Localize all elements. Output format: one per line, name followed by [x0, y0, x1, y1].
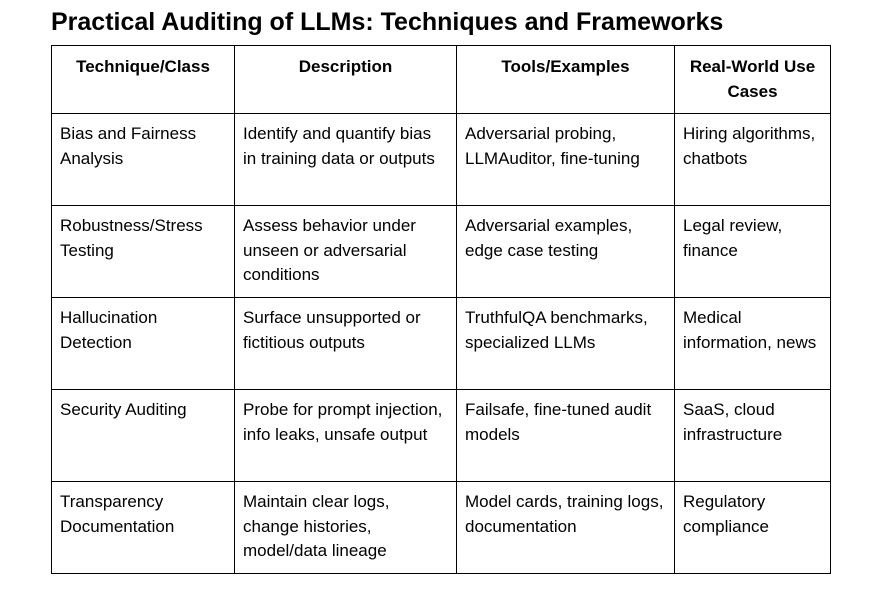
table-header-row — [52, 46, 831, 114]
description-cell: Identify and quantify bias in training data or outputs — [235, 114, 457, 206]
tools-cell: Adversarial probing, LLMAuditor, fine-tuning — [457, 114, 675, 206]
table-row — [52, 482, 831, 574]
technique-cell: Robustness/Stress Testing — [52, 206, 235, 298]
description-cell: Maintain clear logs, change histories, model/data lineage — [235, 482, 457, 574]
description-cell: Probe for prompt injection, info leaks, unsafe output — [235, 390, 457, 482]
audit-techniques-table — [51, 45, 831, 574]
use-cases-cell: Regulatory compliance — [675, 482, 831, 574]
table-row — [52, 114, 831, 206]
column-header-technique: Technique/Class — [52, 46, 235, 114]
technique-cell: Transparency Documentation — [52, 482, 235, 574]
technique-cell: Hallucination Detection — [52, 298, 235, 390]
tools-cell: Adversarial examples, edge case testing — [457, 206, 675, 298]
column-header-tools: Tools/Examples — [457, 46, 675, 114]
use-cases-cell: SaaS, cloud infrastructure — [675, 390, 831, 482]
tools-cell: Model cards, training logs, documentation — [457, 482, 675, 574]
table-row — [52, 298, 831, 390]
use-cases-cell: Hiring algorithms, chatbots — [675, 114, 831, 206]
technique-cell: Security Auditing — [52, 390, 235, 482]
description-cell: Assess behavior under unseen or adversarial conditions — [235, 206, 457, 298]
table-row — [52, 390, 831, 482]
tools-cell: TruthfulQA benchmarks, specialized LLMs — [457, 298, 675, 390]
technique-cell: Bias and Fairness Analysis — [52, 114, 235, 206]
column-header-description: Description — [235, 46, 457, 114]
column-header-use-cases: Real-World Use Cases — [675, 46, 831, 114]
table-row — [52, 206, 831, 298]
description-cell: Surface unsupported or fictitious outputs — [235, 298, 457, 390]
use-cases-cell: Medical information, news — [675, 298, 831, 390]
page-title: Practical Auditing of LLMs: Techniques and Frameworks — [51, 8, 724, 36]
use-cases-cell: Legal review, finance — [675, 206, 831, 298]
tools-cell: Failsafe, fine-tuned audit models — [457, 390, 675, 482]
